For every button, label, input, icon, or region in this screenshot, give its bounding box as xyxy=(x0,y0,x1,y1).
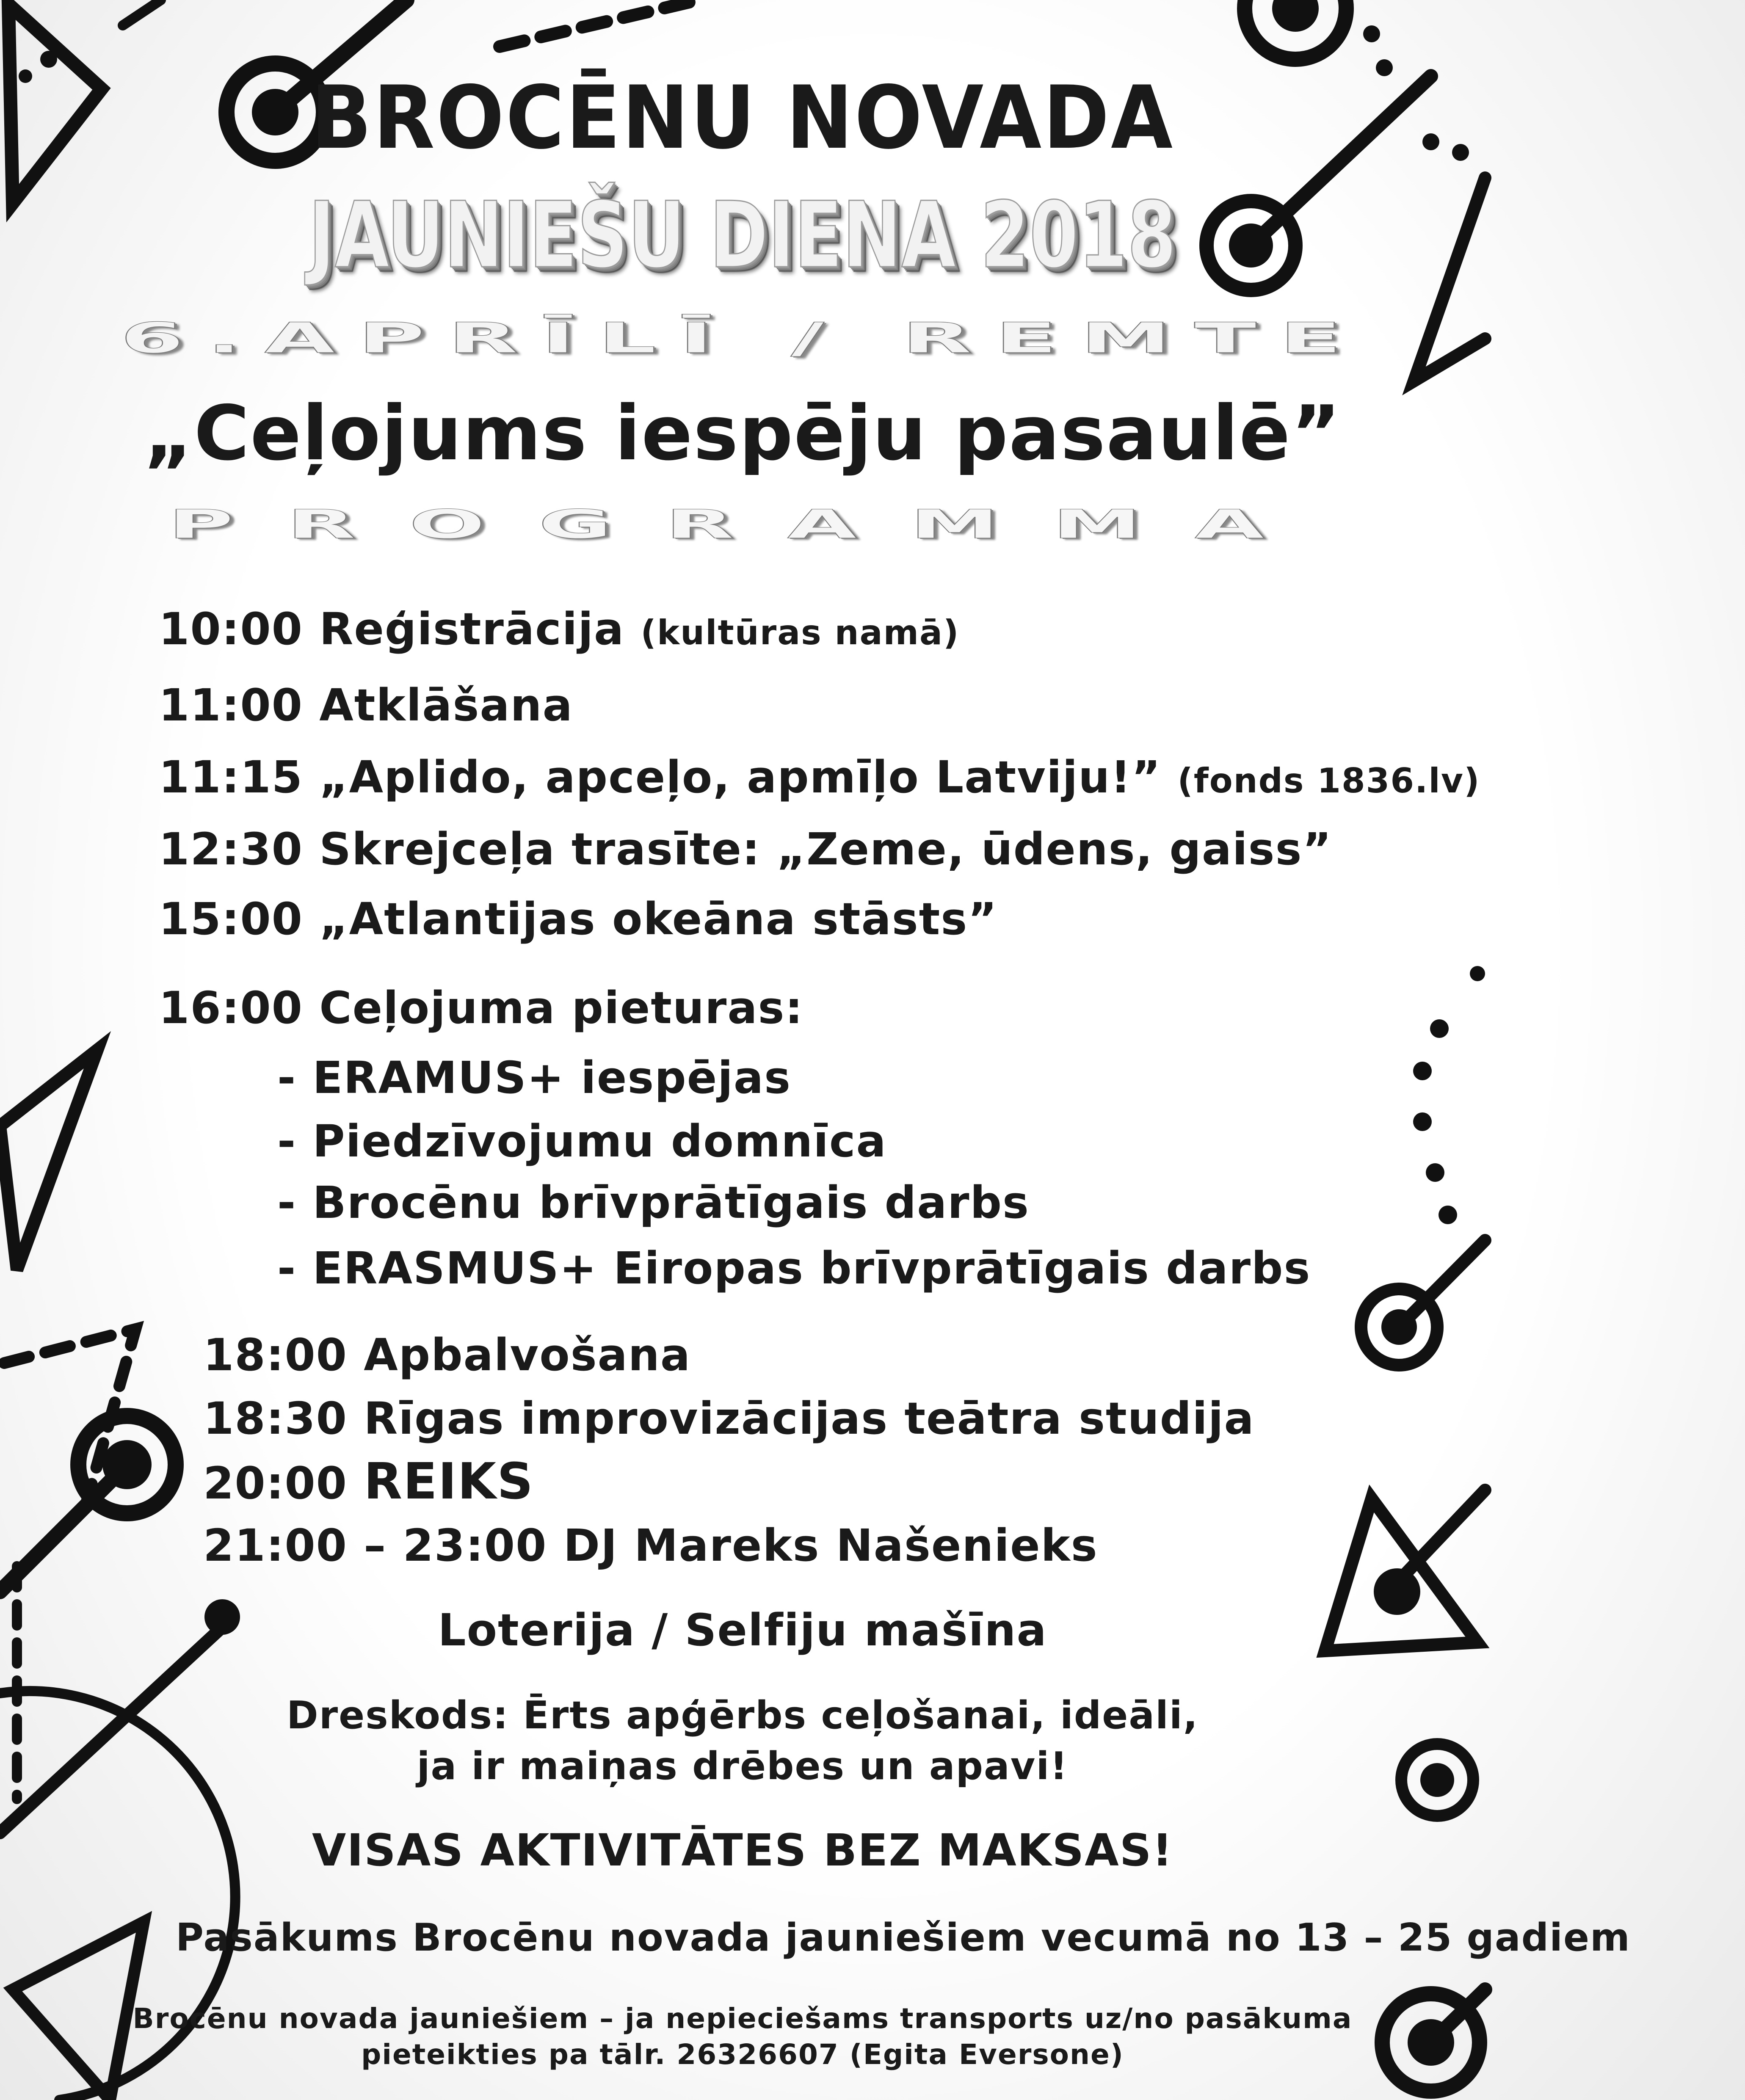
dashed-line-shape xyxy=(4,1329,135,1524)
transport-line-2: pieteikties pa tālr. 26326607 (Egita Eversone) xyxy=(361,2038,1124,2071)
schedule-time: 11:00 xyxy=(159,679,304,731)
extras-line: Loterija / Selfiju mašīna xyxy=(438,1604,1047,1656)
dashed-line-shape xyxy=(500,0,699,47)
schedule-time: 10:00 xyxy=(159,603,304,655)
schedule-title: Apbalvošana xyxy=(364,1329,691,1381)
connector-line-shape xyxy=(0,1465,127,1592)
dot-shape xyxy=(1413,1112,1432,1131)
dot-shape xyxy=(1430,1019,1449,1038)
dresscode-line-2: ja ir maiņas drēbes un apavi! xyxy=(417,1744,1069,1788)
schedule-time: 12:30 xyxy=(159,823,304,875)
dresscode-line-1: Dreskods: Ērts apģērbs ceļošanai, ideāli, xyxy=(287,1693,1198,1738)
schedule-item xyxy=(159,751,1480,803)
schedule-title: „Atlantijas okeāna stāsts” xyxy=(319,893,998,945)
target-dot-shape xyxy=(1381,1309,1417,1345)
schedule-title: Rīgas improvizācijas teātra studija xyxy=(364,1393,1255,1444)
target-dot-shape xyxy=(1272,0,1319,32)
schedule-item xyxy=(159,603,960,655)
title-line-2: JAUNIEŠU DIENA 2018 xyxy=(309,182,1176,288)
dot-shape xyxy=(19,69,32,83)
schedule-item xyxy=(203,1520,1098,1571)
dot-shape xyxy=(1363,25,1380,42)
schedule-item xyxy=(203,1329,691,1381)
dot-shape xyxy=(1470,966,1485,981)
schedule-time: 21:00 – 23:00 xyxy=(203,1520,547,1571)
date-location: 6.APRĪLĪ / REMTE xyxy=(120,313,1365,363)
dot-shape xyxy=(1413,1062,1432,1080)
schedule-title: Atklāšana xyxy=(319,679,573,731)
audience-line: Pasākums Brocēnu novada jauniešiem vecumā no 13 – 25 gadiem xyxy=(176,1915,1631,1960)
schedule-item xyxy=(203,1452,534,1510)
schedule-item xyxy=(159,893,998,945)
connector-line-shape xyxy=(123,0,161,25)
schedule-item xyxy=(203,1393,1255,1444)
schedule-time: 18:30 xyxy=(203,1393,348,1444)
event-theme: „Ceļojums iespēju pasaulē” xyxy=(144,389,1342,477)
schedule-item xyxy=(159,823,1332,875)
title-line-1: BROCĒNU NOVADA xyxy=(311,68,1174,168)
free-notice: VISAS AKTIVITĀTES BEZ MAKSAS! xyxy=(312,1824,1173,1876)
schedule-item xyxy=(159,679,573,731)
dot-shape xyxy=(1439,1206,1457,1224)
connector-line-shape xyxy=(1399,1240,1485,1327)
schedule-time: 11:15 xyxy=(159,751,304,803)
schedule-title: Skrejceļa trasīte: „Zeme, ūdens, gaiss” xyxy=(319,823,1332,875)
schedule-title: Reģistrācija xyxy=(319,603,625,655)
stop-item: - Piedzīvojumu domnīca xyxy=(277,1115,887,1167)
schedule-title: REIKS xyxy=(364,1452,534,1510)
schedule-title: DJ Mareks Našenieks xyxy=(563,1520,1098,1571)
program-label: PROGRAMMA xyxy=(168,501,1317,548)
dot-shape xyxy=(1452,144,1469,161)
schedule-title: „Aplido, apceļo, apmīļo Latviju!” xyxy=(319,751,1162,803)
transport-line-1: Brocēnu novada jauniešiem – ja nepieciešams transports uz/no pasākuma xyxy=(133,2002,1353,2035)
dot-shape xyxy=(40,51,57,68)
schedule-time: 16:00 xyxy=(159,982,304,1034)
schedule-title: Ceļojuma pieturas: xyxy=(319,982,804,1034)
schedule-time: 20:00 xyxy=(203,1457,348,1509)
schedule-item xyxy=(159,982,803,1034)
stop-item: - ERASMUS+ Eiropas brīvprātīgais darbs xyxy=(277,1242,1311,1294)
stop-item: - ERAMUS+ iespējas xyxy=(277,1052,791,1104)
triangle-shape xyxy=(0,1050,97,1270)
dot-shape xyxy=(1426,1163,1444,1182)
stop-item: - Brocēnu brīvprātīgais darbs xyxy=(277,1177,1030,1228)
schedule-note: (kultūras namā) xyxy=(641,613,960,652)
schedule-time: 18:00 xyxy=(203,1329,348,1381)
target-dot-shape xyxy=(102,1440,152,1489)
schedule-note: (fonds 1836.lv) xyxy=(1177,761,1480,800)
schedule-time: 15:00 xyxy=(159,893,304,945)
